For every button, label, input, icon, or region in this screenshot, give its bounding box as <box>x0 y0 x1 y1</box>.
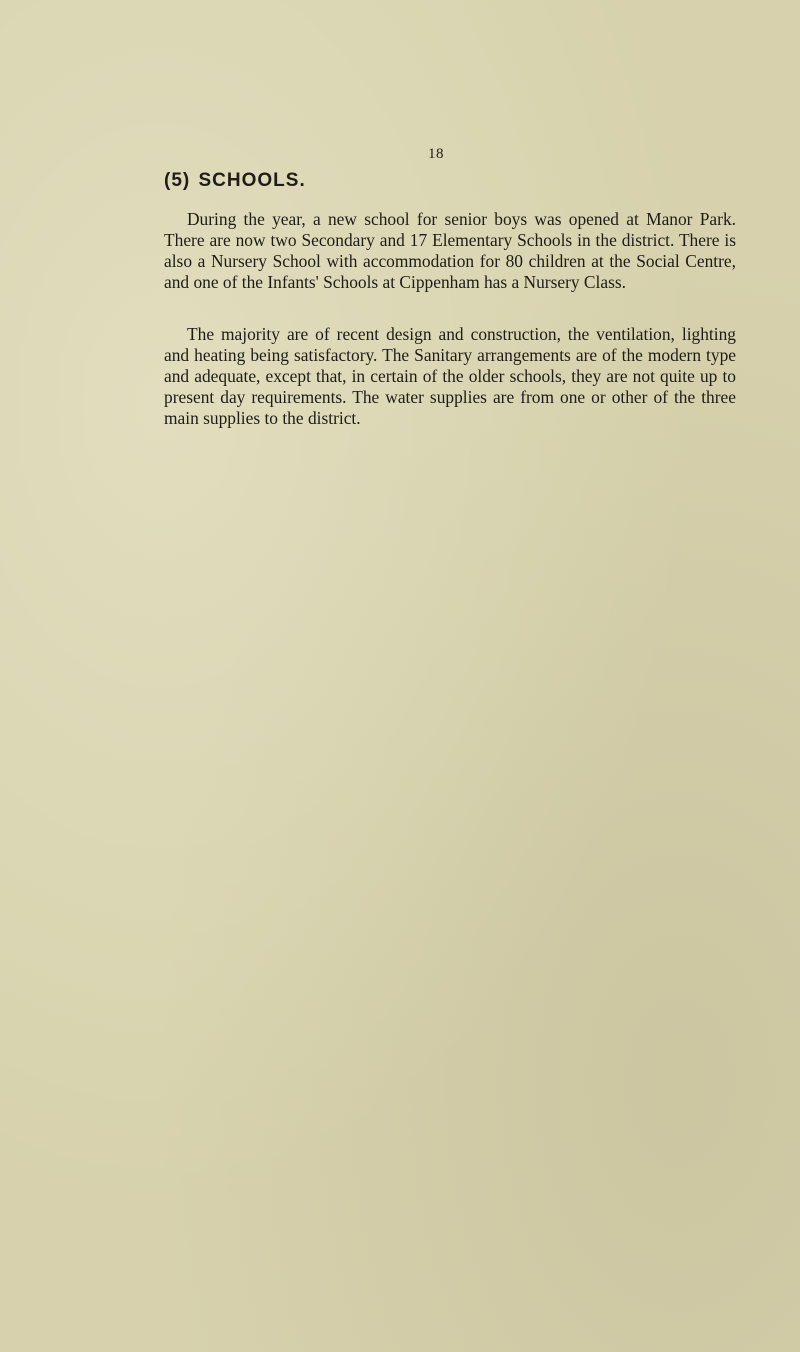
paragraph-schools-condition: The majority are of recent design and construction, the ventilation, lighting and heating being satisfactory. The Sanitary arrangements are of the modern type and adequate, except that, in certain of the older schools, they are not quite up to present day requirements. The water supplies are from one or other of the three main supplies to the district. <box>164 324 736 428</box>
section-heading: (5) SCHOOLS. <box>164 170 306 191</box>
page-number: 18 <box>428 146 444 162</box>
paragraph-schools-overview: During the year, a new school for senior boys was opened at Manor Park. There are now two Secondary and 17 Elementary Schools in the district. There is also a Nursery School with accommodation for 80 children at the Social Centre, and one of the Infants' Schools at Cippenham has a Nursery Class. <box>164 209 736 292</box>
